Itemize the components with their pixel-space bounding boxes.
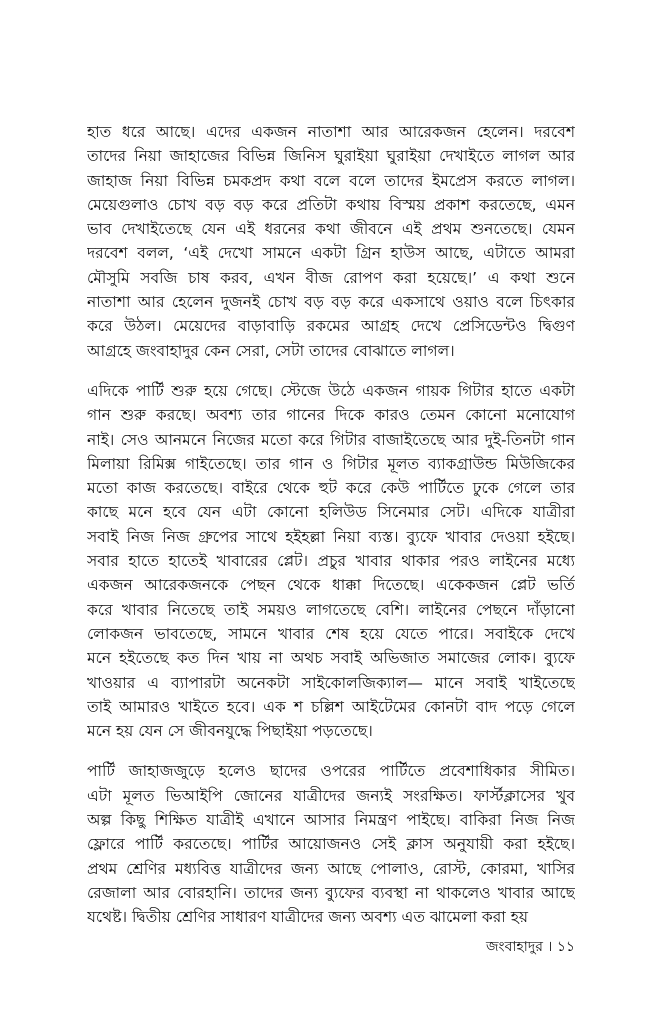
text-line: ভাব দেখাইতেছে যেন এই ধরনের কথা জীবনে এই প্রথম শুনতেছে। যেমন — [87, 220, 575, 239]
text-line: এদিকে পার্টি শুরু হয়ে গেছে। স্টেজে উঠে একজন গায়ক গিটার হাতে একটা — [87, 381, 575, 400]
text-line: আগ্রহে জংবাহাদুর কেন সেরা, সেটা তাদের বোঝাতে লাগল। — [87, 341, 455, 360]
text-line: মতো কাজ করতেছে। বাইরে থেকে হুট করে কেউ পার্টিতে ঢুকে গেলে তার — [87, 479, 575, 498]
text-line: সবার হাতে হাতেই খাবারের প্লেট। প্রচুর খাবার থাকার পরও লাইনের মধ্যে — [87, 552, 575, 571]
text-line: গান শুরু করছে। অবশ্য তার গানের দিকে কারও তেমন কোনো মনোযোগ — [87, 406, 575, 425]
text-line: পার্টি জাহাজজুড়ে হলেও ছাদের ওপরের পার্টিতে প্রবেশাধিকার সীমিত। — [87, 762, 575, 781]
footer-separator: । — [547, 939, 553, 955]
running-title: জংবাহাদুর — [486, 939, 543, 955]
text-line: রেজালা আর বোরহানি। তাদের জন্য ব্যুফের ব্যবস্থা না থাকলেও খাবার আছে — [87, 883, 575, 902]
paragraph-2 — [87, 379, 575, 743]
text-line: করে উঠল। মেয়েদের বাড়াবাড়ি রকমের আগ্রহ দেখে প্রেসিডেন্টও দ্বিগুণ — [87, 317, 575, 336]
text-line: খাওয়ার এ ব্যাপারটা অনেকটা সাইকোলজিক্যাল— মানে সবাই খাইতেছে — [87, 673, 575, 692]
text-line: দরবেশ বলল, ‘এই দেখো সামনে একটা গ্রিন হাউস আছে, এটাতে আমরা — [87, 244, 575, 263]
page-footer — [486, 937, 575, 957]
text-line: যথেষ্ট। দ্বিতীয় শ্রেণির সাধারণ যাত্রীদের জন্য অবশ্য এত ঝামেলা করা হয় — [87, 908, 528, 927]
text-line: লোকজন ভাবতেছে, সামনে খাবার শেষ হয়ে যেতে পারে। সবাইকে দেখে — [87, 624, 575, 643]
page-number: ১১ — [556, 939, 575, 955]
text-line: প্রথম শ্রেণির মধ্যবিত্ত যাত্রীদের জন্য আছে পোলাও, রোস্ট, কোরমা, খাসির — [87, 859, 575, 878]
text-line: নাতাশা আর হেলেন দুজনই চোখ বড় বড় করে একসাথে ওয়াও বলে চিৎকার — [87, 293, 575, 312]
text-line: তাদের নিয়া জাহাজের বিভিন্ন জিনিস ঘুরাইয়া ঘুরাইয়া দেখাইতে লাগল আর — [87, 147, 575, 166]
text-line: মেয়েগুলাও চোখ বড় বড় করে প্রতিটা কথায় বিস্ময় প্রকাশ করতেছে, এমন — [87, 195, 575, 214]
text-line: মিলায়া রিমিক্স গাইতেছে। তার গান ও গিটার মূলত ব্যাকগ্রাউন্ড মিউজিকের — [87, 454, 575, 473]
text-line: কাছে মনে হবে যেন এটা কোনো হলিউড সিনেমার সেট। এদিকে যাত্রীরা — [87, 503, 575, 522]
text-line: জাহাজ নিয়া বিভিন্ন চমকপ্রদ কথা বলে বলে তাদের ইমপ্রেস করতে লাগল। — [87, 171, 575, 190]
body-text — [87, 120, 575, 946]
paragraph-3 — [87, 759, 575, 929]
text-line: মনে হয় যেন সে জীবনযুদ্ধে পিছাইয়া পড়তেছে। — [87, 722, 373, 741]
text-line: সবাই নিজ নিজ গ্রুপের সাথে হইহল্লা নিয়া ব্যস্ত। ব্যুফে খাবার দেওয়া হইছে। — [87, 527, 575, 546]
text-line: অল্প কিছু শিক্ষিত যাত্রীই এখানে আসার নিমন্ত্রণ পাইছে। বাকিরা নিজ নিজ — [87, 811, 575, 830]
text-line: মৌসুমি সবজি চাষ করব, এখন বীজ রোপণ করা হয়েছে।’ এ কথা শুনে — [87, 268, 575, 287]
text-line: এটা মূলত ভিআইপি জোনের যাত্রীদের জন্যই সংরক্ষিত। ফার্স্টক্লাসের খুব — [87, 786, 575, 805]
text-line: করে খাবার নিতেছে তাই সময়ও লাগতেছে বেশি। লাইনের পেছনে দাঁড়ানো — [87, 600, 575, 619]
text-line: হাত ধরে আছে। এদের একজন নাতাশা আর আরেকজন হেলেন। দরবেশ — [87, 123, 575, 141]
text-line: নাই। সেও আনমনে নিজের মতো করে গিটার বাজাইতেছে আর দুই-তিনটা গান — [87, 430, 575, 449]
paragraph-1 — [87, 120, 575, 363]
text-line: ফ্লোরে পার্টি করতেছে। পার্টির আয়োজনও সেই ক্লাস অনুযায়ী করা হইছে। — [87, 835, 575, 854]
text-line: একজন আরেকজনকে পেছন থেকে ধাক্কা দিতেছে। একেকজন প্লেট ভর্তি — [87, 576, 575, 595]
text-line: মনে হইতেছে কত দিন খায় না অথচ সবাই অভিজাত সমাজের লোক। ব্যুফে — [87, 649, 575, 668]
text-line: তাই আমারও খাইতে হবে। এক শ চল্লিশ আইটেমের কোনটা বাদ পড়ে গেলে — [87, 697, 575, 716]
